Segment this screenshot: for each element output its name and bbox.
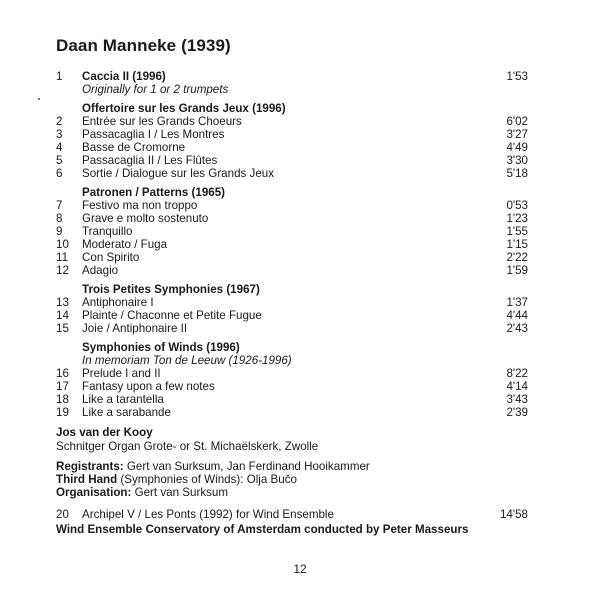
work-subtitle — [0, 354, 600, 368]
track-row — [0, 128, 600, 142]
track-duration: 2'43 — [506, 322, 528, 335]
track-title: Con Spirito — [82, 251, 140, 264]
track-title: Basse de Cromorne — [82, 141, 186, 154]
track-row — [0, 322, 600, 336]
track-duration: 3'27 — [506, 128, 528, 141]
track-title: Prelude I and II — [82, 367, 161, 380]
final-track-row — [0, 508, 600, 522]
work-title: Offertoire sur les Grands Jeux (1996) — [82, 102, 286, 115]
track-number: 2 — [56, 115, 63, 128]
print-speck — [38, 98, 40, 100]
track-row — [0, 406, 600, 420]
track-duration: 1'59 — [506, 264, 528, 277]
track-title: Adagio — [82, 264, 119, 277]
work-heading — [0, 341, 600, 355]
track-number: 14 — [56, 309, 69, 322]
track-number: 10 — [56, 238, 69, 251]
work-heading — [0, 102, 600, 116]
track-number: 15 — [56, 322, 69, 335]
credit-value: Gert van Surksum, Jan Ferdinand Hooikammer — [123, 460, 370, 473]
track-title: Tranquillo — [82, 225, 133, 238]
track-row — [0, 380, 600, 394]
credit-label: Organisation: — [56, 486, 132, 499]
track-duration: 5'18 — [506, 167, 528, 180]
track-row — [0, 225, 600, 239]
work-note: In memoriam Ton de Leeuw (1926-1996) — [82, 354, 292, 367]
composer-heading: Daan Manneke (1939) — [56, 36, 231, 55]
work-note: Originally for 1 or 2 trumpets — [82, 83, 229, 96]
track-number: 16 — [56, 367, 69, 380]
track-duration: 1'53 — [506, 70, 528, 83]
credit-label: Third Hand — [56, 473, 118, 486]
track-row — [0, 141, 600, 155]
track-duration: 2'22 — [506, 251, 528, 264]
track-row — [0, 199, 600, 213]
track-duration: 1'37 — [506, 296, 528, 309]
track-duration: 1'55 — [506, 225, 528, 238]
work-heading — [0, 186, 600, 200]
track-duration: 6'02 — [506, 115, 528, 128]
page-number: 12 — [293, 562, 307, 576]
track-row — [0, 154, 600, 168]
track-duration: 4'44 — [506, 309, 528, 322]
track-title: Moderato / Fuga — [82, 238, 168, 251]
credit-value: (Symphonies of Winds): Olja Bučo — [117, 473, 297, 486]
track-number: 12 — [56, 264, 69, 277]
performer-venue: Schnitger Organ Grote- or St. Michaëlskerk, Zwolle — [56, 440, 319, 453]
track-number: 17 — [56, 380, 69, 393]
track-number: 9 — [56, 225, 63, 238]
track-title: Festivo ma non troppo — [82, 199, 198, 212]
track-duration: 3'30 — [506, 154, 528, 167]
track-row — [0, 251, 600, 265]
work-title: Trois Petites Symphonies (1967) — [82, 283, 260, 296]
credit-line — [56, 486, 228, 499]
credit-value: Gert van Surksum — [131, 486, 229, 499]
track-number: 20 — [56, 508, 69, 521]
track-duration: 4'14 — [506, 380, 528, 393]
credit-line — [56, 473, 297, 486]
track-title: Caccia II (1996) — [82, 70, 166, 83]
work-title: Patronen / Patterns (1965) — [82, 186, 226, 199]
track-title: Passacaglia I / Les Montres — [82, 128, 225, 141]
track-number: 7 — [56, 199, 63, 212]
track-duration: 2'39 — [506, 406, 528, 419]
track-duration: 3'43 — [506, 393, 528, 406]
track-row — [0, 212, 600, 226]
performer-name: Jos van der Kooy — [56, 426, 153, 439]
track-row — [0, 393, 600, 407]
credit-line — [56, 460, 370, 473]
track-title: Joie / Antiphonaire II — [82, 322, 188, 335]
track-duration: 0'53 — [506, 199, 528, 212]
track-title: Passacaglia II / Les Flûtes — [82, 154, 218, 167]
track-number: 4 — [56, 141, 63, 154]
track-duration: 14'58 — [499, 508, 528, 521]
work-title: Symphonies of Winds (1996) — [82, 341, 240, 354]
track-row — [0, 115, 600, 129]
track-row — [0, 296, 600, 310]
credit-label: Registrants: — [56, 460, 124, 473]
track-number: 18 — [56, 393, 69, 406]
work-subtitle — [0, 83, 600, 97]
track-title: Archipel V / Les Ponts (1992) for Wind Ensemble — [82, 508, 334, 521]
track-row — [0, 167, 600, 181]
work-heading — [0, 283, 600, 297]
track-row — [0, 264, 600, 278]
track-number: 11 — [56, 251, 69, 264]
track-number: 5 — [56, 154, 63, 167]
track-number: 1 — [56, 70, 63, 83]
track-row — [0, 309, 600, 323]
track-title: Like a tarantella — [82, 393, 164, 406]
track-title: Like a sarabande — [82, 406, 171, 419]
track-title: Entrée sur les Grands Choeurs — [82, 115, 242, 128]
track-duration: 4'49 — [506, 141, 528, 154]
track-title: Antiphonaire I — [82, 296, 154, 309]
track-row — [0, 70, 600, 84]
ensemble-credit: Wind Ensemble Conservatory of Amsterdam conducted by Peter Masseurs — [56, 523, 469, 536]
track-title: Plainte / Chaconne et Petite Fugue — [82, 309, 262, 322]
track-duration: 8'22 — [506, 367, 528, 380]
track-number: 19 — [56, 406, 69, 419]
track-title: Fantasy upon a few notes — [82, 380, 215, 393]
track-number: 3 — [56, 128, 63, 141]
track-row — [0, 238, 600, 252]
track-number: 8 — [56, 212, 63, 225]
track-duration: 1'23 — [506, 212, 528, 225]
track-duration: 1'15 — [506, 238, 528, 251]
track-title: Grave e molto sostenuto — [82, 212, 209, 225]
track-row — [0, 367, 600, 381]
track-number: 13 — [56, 296, 69, 309]
track-number: 6 — [56, 167, 63, 180]
track-title: Sortie / Dialogue sur les Grands Jeux — [82, 167, 275, 180]
